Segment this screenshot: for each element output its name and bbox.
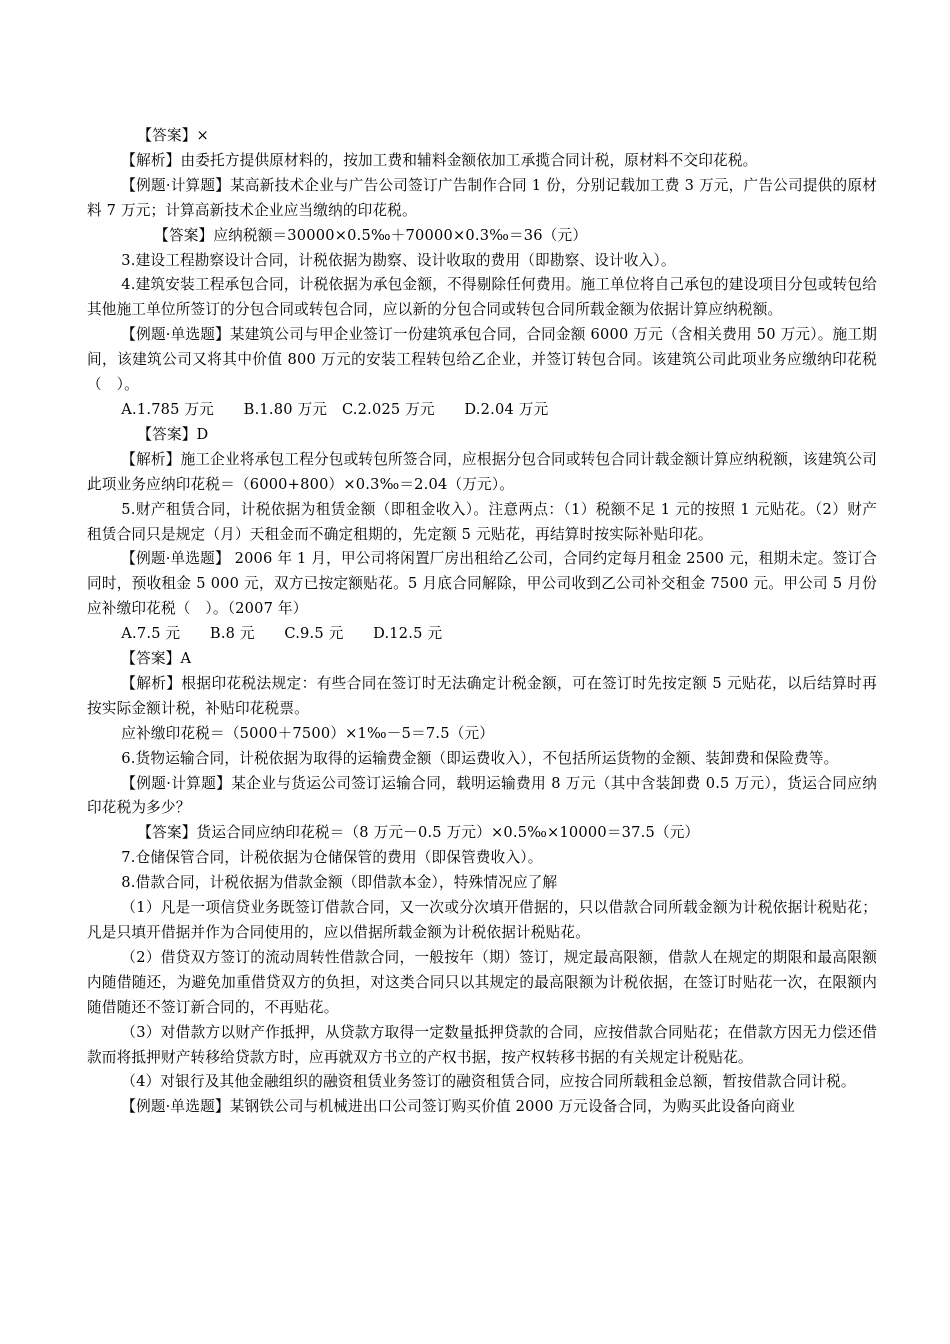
- rule-paragraph: 6.货物运输合同，计税依据为取得的运输费金额（即运费收入），不包括所运货物的金额、装卸费和保险费等。: [121, 749, 839, 767]
- choice-options: A.1.785 万元 B.1.80 万元 C.2.025 万元 D.2.04 万元: [121, 400, 549, 418]
- answer-line: 【答案】货运合同应纳印花税＝（8 万元－0.5 万元）×0.5‰×10000＝37.5（元）: [137, 824, 700, 842]
- sub-rule-paragraph: （4）对银行及其他金融组织的融资租赁业务签订的融资租赁合同，应按合同所载租金总额，暂按借款合同计税。: [121, 1073, 856, 1091]
- sub-rule-paragraph: （3）对借款方以财产作抵押，从贷款方取得一定数量抵押贷款的合同，应按借款合同贴花；在借款方因无力偿还借款而将抵押财产转移给贷款方时，应再就双方书立的产权书据，按产权转移书据的有关规定计税贴花。: [87, 1023, 877, 1066]
- example-choice-question: 【例题·单选题】某钢铁公司与机械进出口公司签订购买价值 2000 万元设备合同，为购买此设备向商业: [121, 1098, 796, 1116]
- document-page: [87, 124, 877, 1120]
- choice-options: A.7.5 元 B.8 元 C.9.5 元 D.12.5 元: [121, 625, 443, 643]
- analysis-paragraph: 【解析】由委托方提供原材料的，按加工费和辅料金额依加工承揽合同计税，原材料不交印花税。: [121, 151, 758, 169]
- example-calc-question: 【例题·计算题】某高新技术企业与广告公司签订广告制作合同 1 份，分别记载加工费 3 万元，广告公司提供的原材料 7 万元；计算高新技术企业应当缴纳的印花税。: [87, 176, 877, 219]
- answer-line: 【答案】×: [137, 127, 209, 144]
- sub-rule-paragraph: （1）凡是一项信贷业务既签订借款合同，又一次或分次填开借据的，只以借款合同所载金额为计税依据计税贴花；凡是只填开借据并作为合同使用的，应以借据所载金额为计税依据计税贴花。: [87, 899, 877, 941]
- formula-line: 应补缴印花税＝（5000＋7500）×1‰－5＝7.5（元）: [121, 724, 495, 742]
- analysis-paragraph: 【解析】根据印花税法规定：有些合同在签订时无法确定计税金额，可在签订时先按定额 5 元贴花，以后结算时再按实际金额计税，补贴印花税票。: [87, 674, 877, 717]
- answer-line: 【答案】D: [137, 425, 209, 443]
- rule-paragraph: 8.借款合同，计税依据为借款金额（即借款本金），特殊情况应了解: [121, 874, 558, 892]
- answer-line: 【答案】A: [121, 650, 192, 668]
- example-choice-question: 【例题·单选题】某建筑公司与甲企业签订一份建筑承包合同，合同金额 6000 万元（含相关费用 50 万元）。施工期间，该建筑公司又将其中价值 800 万元的安装工程转包给乙企业，并签订转包合同。该建筑公司此项业务应缴纳印花税（ ）。: [87, 326, 877, 394]
- rule-paragraph: 7.仓储保管合同，计税依据为仓储保管的费用（即保管费收入）。: [121, 849, 543, 867]
- example-calc-question: 【例题·计算题】某企业与货运公司签订运输合同，载明运输费用 8 万元（其中含装卸费 0.5 万元），货运合同应纳印花税为多少？: [87, 774, 877, 817]
- rule-paragraph: 5.财产租赁合同，计税依据为租赁金额（即租金收入）。注意两点：（1）税额不足 1 元的按照 1 元贴花。（2）财产租赁合同只是规定（月）天租金而不确定租期的，先定额 5 元贴花，再结算时按实际补贴印花。: [87, 500, 877, 543]
- answer-line: 【答案】应纳税额＝30000×0.5‰＋70000×0.3‰＝36（元）: [154, 226, 588, 244]
- example-choice-question: 【例题·单选题】 2006 年 1 月，甲公司将闲置厂房出租给乙公司，合同约定每月租金 2500 元，租期未定。签订合同时，预收租金 5 000 元，双方已按定额贴花。5 月底合同解除，甲公司收到乙公司补交租金 7500 元。甲公司 5 月份应补缴印花税（ ）。（2007 年）: [87, 550, 877, 618]
- analysis-paragraph: 【解析】施工企业将承包工程分包或转包所签合同，应根据分包合同或转包合同计载金额计算应纳税额，该建筑公司此项业务应纳印花税＝（6000+800）×0.3‰＝2.04（万元）。: [87, 450, 877, 493]
- rule-paragraph: 3.建设工程勘察设计合同，计税依据为勘察、设计收取的费用（即勘察、设计收入）。: [121, 251, 676, 269]
- sub-rule-paragraph: （2）借贷双方签订的流动周转性借款合同，一般按年（期）签订，规定最高限额，借款人在规定的期限和最高限额内随借随还，为避免加重借贷双方的负担，对这类合同只以其规定的最高限额为计税依据，在签订时贴花一次，在限额内随借随还不签订新合同的，不再贴花。: [87, 948, 877, 1016]
- rule-paragraph: 4.建筑安装工程承包合同，计税依据为承包金额，不得剔除任何费用。施工单位将自己承包的建设项目分包或转包给其他施工单位所签订的分包合同或转包合同，应以新的分包合同或转包合同所载金额为依据计算应纳税额。: [87, 276, 877, 319]
